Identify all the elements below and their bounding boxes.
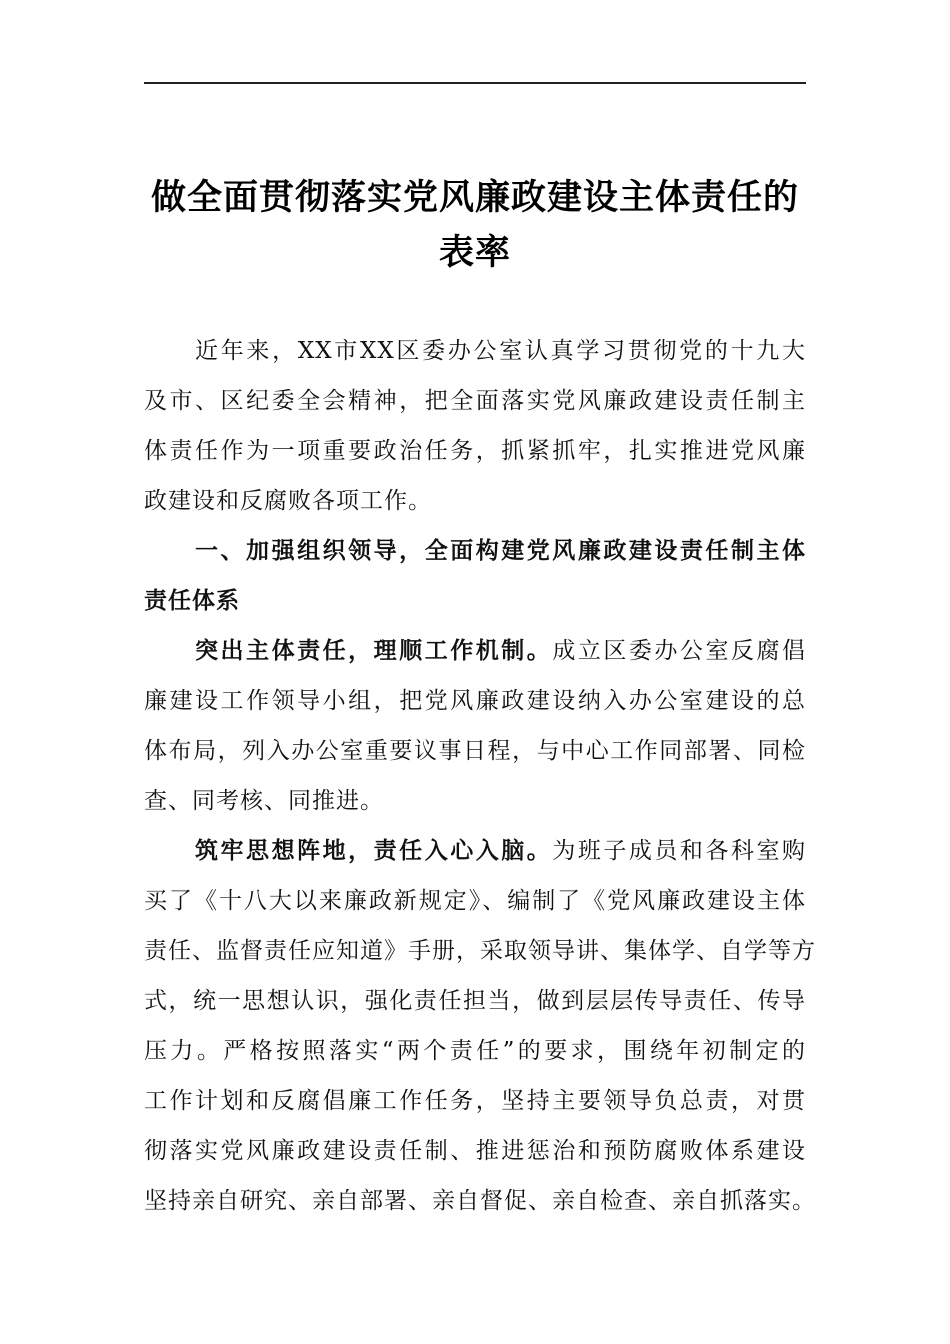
title-line: 表率 bbox=[438, 232, 511, 273]
document-title bbox=[144, 170, 806, 280]
document-body bbox=[144, 326, 816, 1226]
paragraph-line: 政建设和反腐败各项工作。 bbox=[144, 488, 432, 514]
paragraph-lead: 突出主体责任，理顺工作机制。 bbox=[195, 637, 553, 664]
paragraph-line: 体责任作为一项重要政治任务，抓紧抓牢，扎实推进党风廉 bbox=[144, 438, 806, 464]
paragraph-line: 坚持亲自研究、亲自部署、亲自督促、亲自检查、亲自抓落实。 bbox=[144, 1188, 816, 1214]
paragraph-text: 为班子成员和各科室购 bbox=[552, 838, 807, 864]
paragraph-line: 压力。严格按照落实“两个责任”的要求，围绕年初制定的 bbox=[144, 1038, 806, 1064]
paragraph-line: 式，统一思想认识，强化责任担当，做到层层传导责任、传导 bbox=[144, 988, 806, 1014]
paragraph-line: 近年来，XX市XX区委办公室认真学习贯彻党的十九大 bbox=[195, 338, 806, 364]
paragraph-line: 彻落实党风廉政建设责任制、推进惩治和预防腐败体系建设 bbox=[144, 1138, 806, 1164]
paragraph-text: 成立区委办公室反腐倡 bbox=[552, 638, 807, 664]
paragraph-line: 责任、监督责任应知道》手册，采取领导讲、集体学、自学等方 bbox=[144, 938, 816, 964]
section-heading-line: 责任体系 bbox=[144, 588, 240, 614]
paragraph-line: 买了《十八大以来廉政新规定》、编制了《党风廉政建设主体 bbox=[144, 888, 806, 914]
paragraph-line bbox=[144, 826, 806, 876]
paragraph-line: 体布局，列入办公室重要议事日程，与中心工作同部署、同检 bbox=[144, 738, 806, 764]
title-line: 做全面贯彻落实党风廉政建设主体责任的 bbox=[150, 177, 799, 218]
paragraph-line: 查、同考核、同推进。 bbox=[144, 788, 384, 814]
paragraph-line: 及市、区纪委全会精神，把全面落实党风廉政建设责任制主 bbox=[144, 388, 806, 414]
paragraph-line bbox=[144, 626, 806, 676]
paragraph-line: 工作计划和反腐倡廉工作任务，坚持主要领导负总责，对贯 bbox=[144, 1088, 806, 1114]
header-rule bbox=[144, 82, 806, 84]
paragraph-lead: 筑牢思想阵地，责任入心入脑。 bbox=[195, 837, 553, 864]
section-heading-line: 一、加强组织领导，全面构建党风廉政建设责任制主体 bbox=[195, 538, 806, 564]
paragraph-line: 廉建设工作领导小组，把党风廉政建设纳入办公室建设的总 bbox=[144, 688, 806, 714]
